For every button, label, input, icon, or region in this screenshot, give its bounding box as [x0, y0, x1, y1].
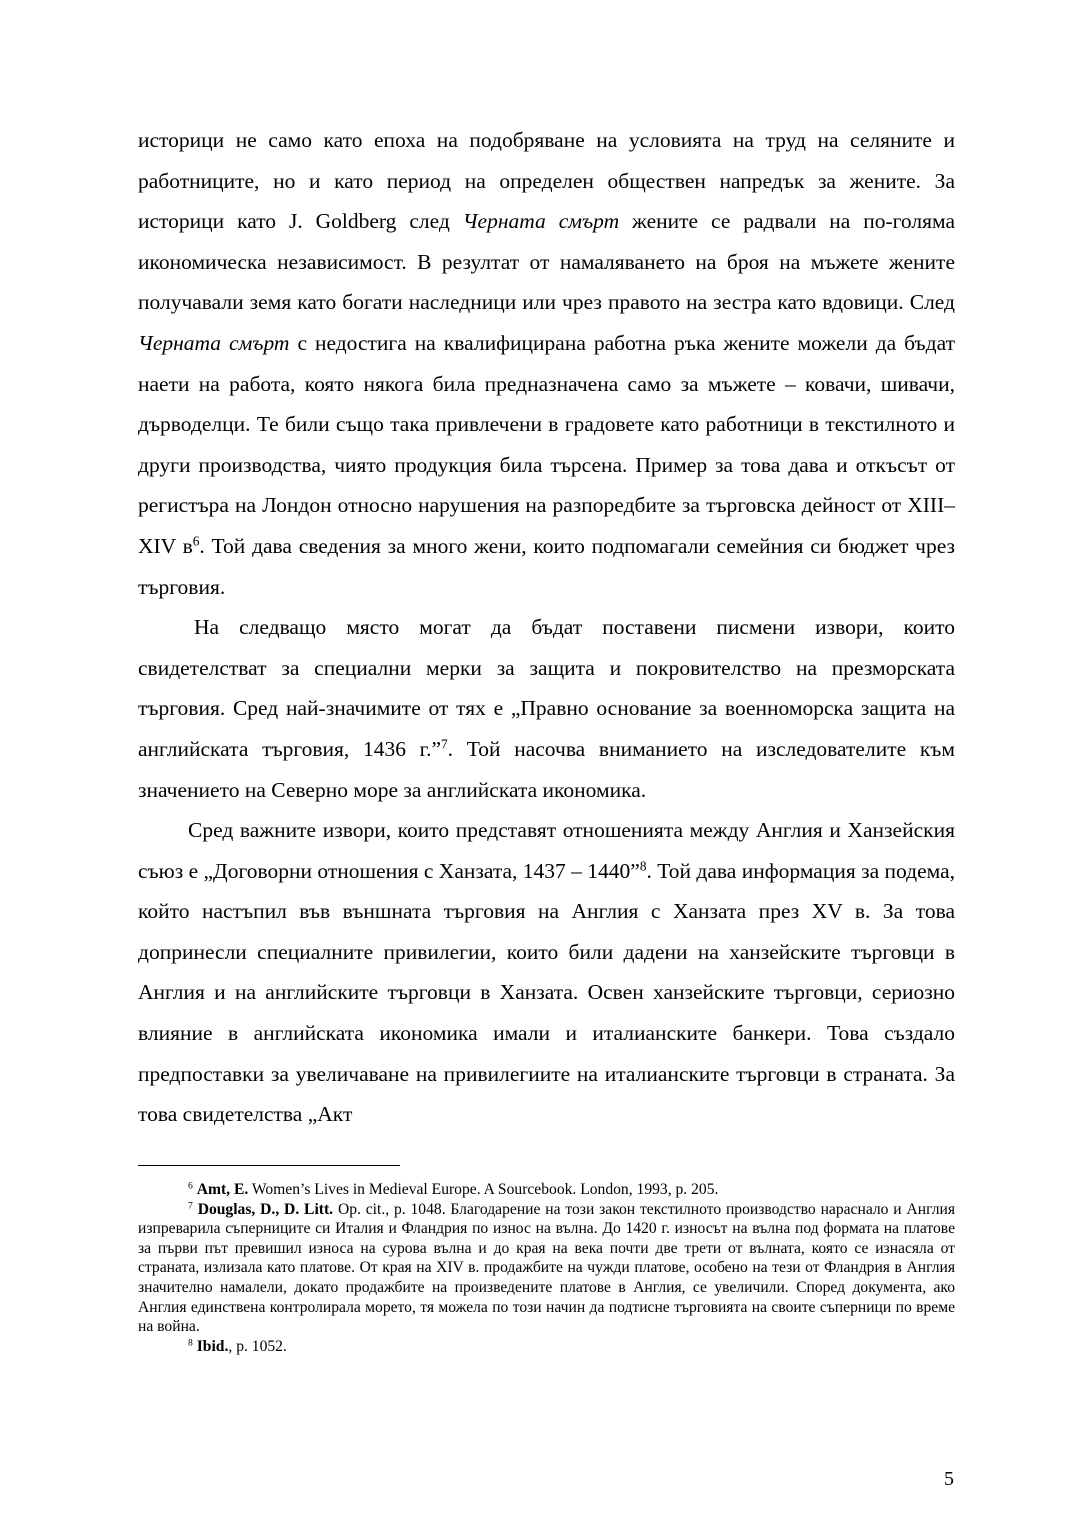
page-number: 5 [944, 1468, 954, 1490]
italic-term: Черната смърт [462, 209, 620, 234]
footnote-7 [138, 1200, 955, 1337]
paragraph-text: историци не само като епоха на подобряване на условията на труд на селяните и работниците, но и като период на определен обществен напредък за жените. За историци като J. Goldberg след [138, 128, 955, 234]
body-text [138, 120, 955, 1135]
footnotes [138, 1180, 955, 1356]
paragraph-1 [138, 120, 955, 607]
footnote-author: Ibid. [196, 1337, 229, 1355]
footnote-text: , p. 1052. [228, 1337, 287, 1355]
footnote-ref-6: 6 [192, 533, 200, 549]
paragraph-text: жените се радвали на по-голяма икономическа независимост. В резултат от намаляването на броя на мъжете жените получавали земя като богати наследници или чрез правото на зестра като вдовици. След [138, 209, 955, 315]
footnote-ref-7: 7 [441, 736, 448, 752]
italic-term: Черната смърт [138, 330, 290, 355]
paragraph-2 [138, 607, 955, 810]
paragraph-text: . Той дава информация за подема, който настъпил във външната търговия на Англия с Ханзата през XV в. За това допринесли специалните привилегии, които били дадени на ханзейските търговци в Англия и на английските търговци в Ханзата. Освен ханзейските търговци, сериозно влияние в английската икономика имали и италианските банкери. Това създало предпоставки за увеличаване на привилегиите на италианските търговци в страната. За това свидетелства „Акт [138, 858, 955, 1127]
footnote-author: Douglas, D., D. Litt. [197, 1200, 334, 1218]
footnote-text: Women’s Lives in Medieval Europe. A Sourcebook. London, 1993, p. 205. [248, 1181, 719, 1198]
paragraph-3 [138, 810, 955, 1135]
footnote-text: Op. cit., p. 1048. Благодарение на този закон текстилното производство нараснало и Англия изпреварила съперниците си Италия и Фландрия по износ на вълна. До 1420 г. износът на вълна под формата на платове за първи път превишил износа на сурова вълна и до края на века почти две трети от вълната, която се изнасяла от страната, излизала като платове. От края на XIV в. продажбите на чужди платове, особено на тези от Фландрия в Англия значително намалели, докато продажбите на произведените платове в Англия, се увеличили. Според документа, ако Англия единствена контролирала морето, тя можела по този начин да подтисне търговията на своите съперници по време на война. [138, 1200, 956, 1336]
footnote-separator [138, 1165, 400, 1166]
paragraph-text: с недостига на квалифицирана работна ръка жените можели да бъдат наети на работа, която някога била предназначена само за мъжете – ковачи, шивачи, дърводелци. Те били също така привлечени в градовете като работници в текстилното и други производства, чиято продукция била търсена. Пример за това дава и откъсът от регистъра на Лондон относно нарушения на разпоредбите за търговска дейност от XIII–XIV в [138, 330, 955, 558]
paragraph-text: . Той дава сведения за много жени, които подпомагали семейния си бюджет чрез търговия. [138, 533, 955, 599]
paragraph-text: На следващо място могат да бъдат поставени писмени извори, които свидетелстват за специални мерки за защита и покровителство на презморската търговия. Сред най-значимите от тях е „Правно основание за военноморска защита на английската търговия, 1436 г.” [138, 615, 955, 761]
paragraph-text: . Той насочва вниманието на изследователите към значението на Северно море за английската икономика. [138, 736, 955, 802]
footnote-6 [138, 1180, 955, 1200]
footnote-ref-8: 8 [639, 858, 647, 874]
footnote-number: 8 [188, 1337, 193, 1349]
footnote-author: Amt, E. [196, 1181, 249, 1198]
footnote-number: 6 [188, 1180, 193, 1192]
paragraph-text: Сред важните извори, които представят отношенията между Англия и Ханзейския съюз е „Договорни отношения с Ханзата, 1437 – 1440” [138, 818, 955, 883]
footnote-8 [138, 1337, 955, 1357]
footnote-number: 7 [188, 1200, 193, 1212]
